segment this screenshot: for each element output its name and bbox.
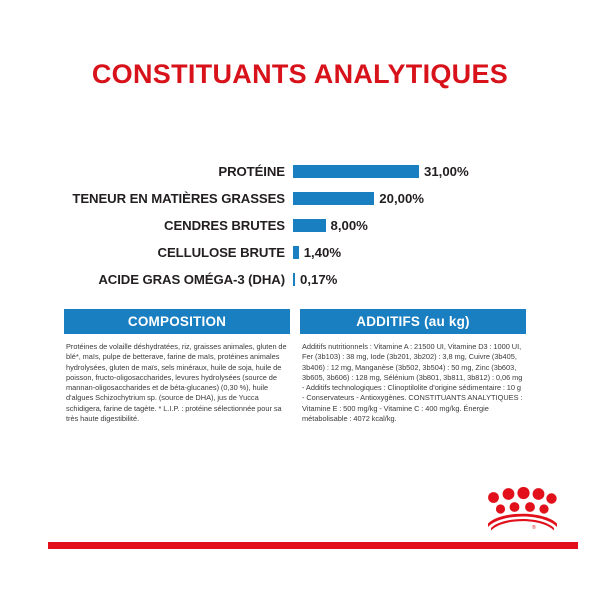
chart-bar [293, 273, 295, 286]
chart-bar [293, 246, 299, 259]
chart-bar-label: CENDRES BRUTES [164, 217, 285, 233]
page-title: CONSTITUANTS ANALYTIQUES [91, 59, 509, 89]
chart-bar [293, 219, 326, 232]
additives-text: Additifs nutritionnels : Vitamine A : 21500 UI, Vitamine D3 : 1000 UI, Fer (3b103) : 38 mg, Iode (3b201, 3b202) : 3,8 mg, Cuivre (3b405, 3b406) : 12 mg, Manganèse (3b502, 3b504) : 50 mg, Zinc (3b603, 3b605, 3b606) : 128 mg, Sélénium (3b801, 3b811, 3b812) : 0,06 mg - Additifs technologiques : Clinoptilolite d'origine sédimentaire : 10 g - Conservateurs - Antioxygènes. CONSTITUANTS ANALYTIQUES : Vitamine E : 500 mg/kg - Vitamine C : 400 mg/kg. Énergie métabolisable : 4072 kcal/kg. [302, 342, 523, 424]
additives-panel-body [300, 334, 526, 424]
chart-bar-label: PROTÉINE [218, 163, 285, 179]
composition-panel [64, 309, 290, 424]
bottom-red-rule [48, 542, 578, 549]
chart-bar-track [293, 185, 560, 212]
chart-bar-value: 8,00% [330, 217, 368, 233]
composition-panel-body [64, 334, 290, 424]
chart-bar-track [293, 158, 560, 185]
info-panels [64, 309, 536, 424]
chart-bar-value: 31,00% [424, 163, 469, 179]
additives-panel-header: ADDITIFS (au kg) [300, 309, 526, 334]
chart-bar [293, 192, 374, 205]
chart-row [40, 185, 560, 212]
chart-bar-label: ACIDE GRAS OMÉGA-3 (DHA) [98, 271, 285, 287]
chart-row [40, 212, 560, 239]
chart-bar [293, 165, 419, 178]
analytical-constituents-chart [40, 158, 560, 293]
chart-bar-value: 20,00% [379, 190, 425, 206]
chart-bar-track [293, 266, 560, 293]
chart-row [40, 266, 560, 293]
composition-text: Protéines de volaille déshydratées, riz, graisses animales, gluten de blé*, maïs, pulpe de betterave, farine de maïs, protéines animales hydrolysées, gluten de maïs, sels minéraux, huile de soja, huile de poisson, fructo-oligosaccharides, levures hydrolysées (source de mannan-oligosaccharides et de béta-glucanes) (0,30 %), huile d'algues Schizochytrium sp. (source de DHA), jus de Yucca schidigera, farine de tagète. * L.I.P. : protéine sélectionnée pour sa très haute digestibilité. [66, 342, 287, 424]
chart-bar-track [293, 212, 560, 239]
chart-row [40, 158, 560, 185]
chart-row [40, 239, 560, 266]
additives-panel [300, 309, 526, 424]
registered-mark-icon: ® [532, 525, 536, 531]
chart-bar-value: 0,17% [300, 271, 338, 287]
composition-panel-header: COMPOSITION [64, 309, 290, 334]
chart-bar-label: TENEUR EN MATIÈRES GRASSES [72, 190, 285, 206]
chart-bar-track [293, 239, 560, 266]
chart-bar-value: 1,40% [303, 244, 342, 260]
chart-bar-label: CELLULOSE BRUTE [157, 244, 285, 260]
royal-canin-crown-logo [487, 487, 559, 535]
